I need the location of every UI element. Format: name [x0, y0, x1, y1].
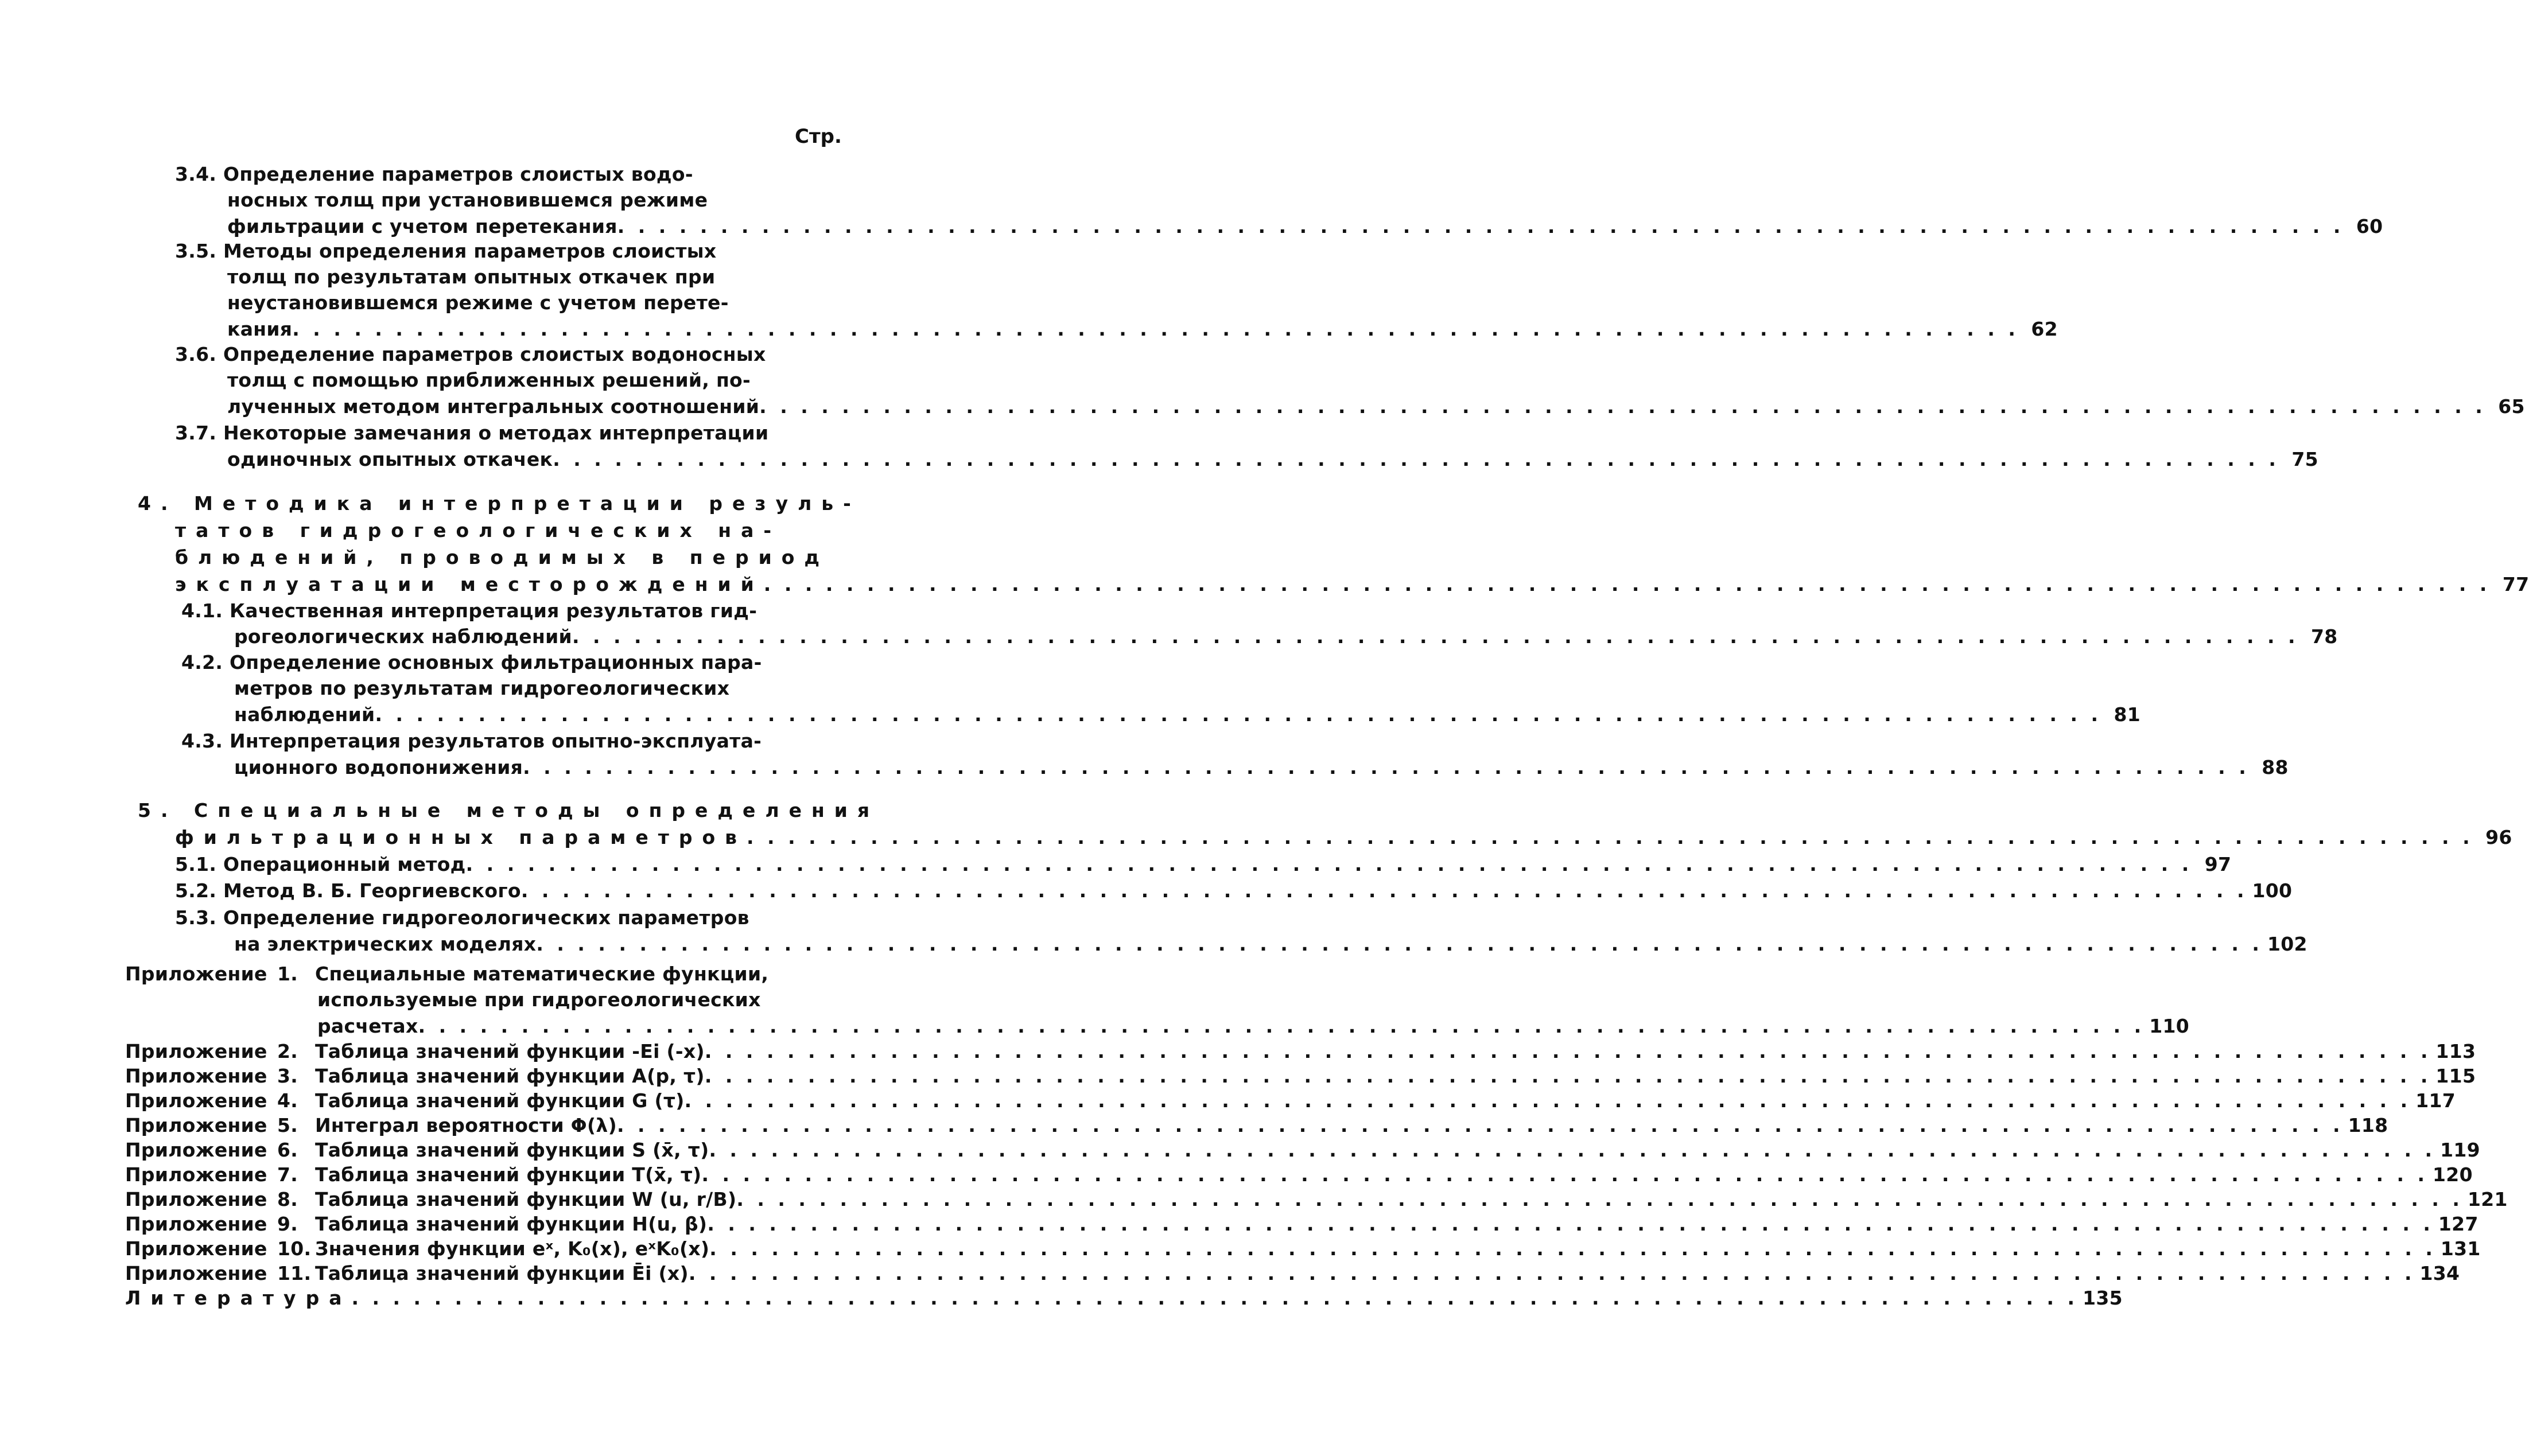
toc-entry-4-1-line1 — [181, 599, 757, 622]
entry-text: Определение параметров слоистых водо- — [223, 163, 693, 185]
page-number: 110 — [2149, 1015, 2189, 1037]
entry-text: Специальные методы определения — [194, 799, 880, 822]
toc-entry-4-2-line1 — [181, 651, 762, 674]
dot-leader — [701, 1162, 2428, 1188]
toc-entry-4-3-line2 — [234, 754, 2289, 780]
page-number: 96 — [2485, 826, 2512, 848]
toc-entry-3-4-line3 — [227, 213, 2383, 239]
appendix-word: Приложение — [125, 1213, 267, 1235]
toc-appendix-2 — [125, 1038, 2476, 1064]
toc-chapter-5-line1 — [138, 799, 879, 822]
dot-leader — [759, 394, 2486, 419]
appendix-word: Приложение — [125, 1114, 267, 1136]
entry-text: Интеграл вероятности Φ(λ) — [315, 1114, 617, 1136]
page-number: 97 — [2204, 853, 2232, 875]
entry-number: 4.1. — [181, 599, 223, 622]
page-number: 77 — [2502, 573, 2529, 595]
entry-text: одиночных опытных откачек — [227, 448, 553, 470]
entry-number: 3.4. — [175, 163, 217, 185]
page-number: 120 — [2433, 1163, 2473, 1186]
entry-text: лученных методом интегральных соотношений — [227, 395, 760, 418]
toc-entry-3-4-line1 — [175, 163, 693, 186]
entry-text: фильтрационных параметров — [175, 826, 747, 848]
appendix-number: 1. — [277, 963, 298, 985]
toc-appendix-1-line2: используемые при гидрогеологических — [317, 988, 761, 1011]
toc-entry-3-6-line1 — [175, 343, 766, 366]
entry-text: Литература — [125, 1287, 352, 1309]
page-number: 113 — [2435, 1040, 2476, 1062]
entry-number: 5. — [138, 799, 178, 822]
appendix-number: 5. — [277, 1114, 298, 1136]
entry-text: Таблица значений функции H(u, β) — [315, 1213, 708, 1235]
dot-leader — [747, 824, 2473, 850]
toc-appendix-1-line1 — [125, 963, 768, 986]
entry-text: эксплуатации месторождений — [175, 573, 764, 595]
toc-entry-3-6-line2: толщ с помощью приближенных решений, по- — [227, 369, 751, 391]
appendix-number: 3. — [277, 1065, 298, 1087]
dot-leader — [375, 702, 2101, 727]
entry-number: 5.3. — [175, 906, 217, 929]
toc-appendix-10 — [125, 1236, 2481, 1262]
toc-chapter-5-line2 — [175, 824, 2512, 850]
entry-number: 4.3. — [181, 730, 223, 752]
toc-appendix-7 — [125, 1162, 2473, 1188]
toc-appendix-5 — [125, 1112, 2388, 1138]
toc-entry-3-5-line4 — [227, 316, 2058, 342]
dot-leader — [292, 316, 2019, 342]
appendix-word: Приложение — [125, 963, 267, 985]
entry-text: Таблица значений функции -Ei (-x) — [315, 1040, 705, 1062]
entry-number: 3.5. — [175, 240, 217, 262]
entry-text: Методы определения параметров слоистых — [223, 240, 717, 262]
appendix-number: 8. — [277, 1188, 298, 1210]
page-number: 102 — [2267, 933, 2307, 955]
toc-chapter-4-line2: татов гидрогеологических на- — [175, 519, 782, 542]
dot-leader — [553, 446, 2279, 472]
page-number: 134 — [2419, 1262, 2460, 1284]
entry-text: Специальные математические функции, — [315, 963, 769, 985]
entry-number: 3.7. — [175, 422, 217, 444]
page-number: 65 — [2498, 395, 2525, 418]
entry-text: Таблица значений функции G (τ) — [315, 1089, 685, 1112]
toc-entry-3-5-line1 — [175, 240, 717, 263]
toc-entry-3-5-line3: неустановившемся режиме с учетом перете- — [227, 291, 729, 314]
entry-text: наблюдений — [234, 703, 375, 726]
page-number: 78 — [2311, 625, 2338, 648]
dot-leader — [764, 571, 2491, 597]
toc-appendix-9 — [125, 1211, 2479, 1237]
dot-leader — [536, 931, 2263, 957]
appendix-number: 7. — [277, 1163, 298, 1186]
dot-leader — [709, 1236, 2436, 1262]
page-number: 60 — [2356, 215, 2383, 238]
page-number: 131 — [2440, 1237, 2481, 1260]
dot-leader — [466, 851, 2193, 877]
entry-text: Таблица значений функции T(x̄, τ) — [315, 1163, 702, 1186]
toc-appendix-3 — [125, 1063, 2476, 1089]
page-number: 119 — [2440, 1139, 2480, 1161]
entry-text: на электрических моделях — [234, 933, 537, 955]
page-number: 118 — [2348, 1114, 2388, 1136]
entry-number: 5.2. — [175, 879, 217, 902]
dot-leader — [705, 1038, 2431, 1064]
appendix-number: 2. — [277, 1040, 298, 1062]
toc-entry-5-2 — [175, 878, 2293, 904]
entry-text: Значения функции eˣ, K₀(x), eˣK₀(x) — [315, 1237, 710, 1260]
page-column-label: Стр. — [795, 125, 842, 148]
page-number: 117 — [2415, 1089, 2456, 1112]
dot-leader — [617, 1112, 2344, 1138]
appendix-number: 4. — [277, 1089, 298, 1112]
entry-text: расчетах — [317, 1015, 418, 1037]
page-number: 121 — [2467, 1188, 2508, 1210]
toc-entry-4-1-line2 — [234, 624, 2338, 649]
entry-text: рогеологических наблюдений — [234, 625, 572, 648]
entry-text: Операционный метод — [223, 853, 466, 875]
entry-text: кания — [227, 318, 293, 340]
toc-chapter-4-line4 — [175, 571, 2529, 597]
toc-chapter-4-line1 — [138, 492, 861, 515]
entry-text: Определение основных фильтрационных пара- — [230, 651, 762, 674]
page-number: 75 — [2291, 448, 2318, 470]
toc-appendix-4 — [125, 1088, 2456, 1114]
appendix-word: Приложение — [125, 1163, 267, 1186]
entry-number: 4. — [138, 492, 178, 515]
appendix-number: 10. — [277, 1237, 312, 1260]
dot-leader — [572, 624, 2299, 649]
entry-text: Методика интерпретации резуль- — [194, 492, 861, 515]
toc-entry-5-3-line2 — [234, 931, 2307, 957]
entry-text: Таблица значений функции S (x̄, τ) — [315, 1139, 709, 1161]
appendix-number: 11. — [277, 1262, 312, 1284]
toc-entry-5-1 — [175, 851, 2232, 877]
entry-text: фильтрации с учетом перетекания — [227, 215, 617, 238]
toc-entry-3-7-line1 — [175, 422, 768, 445]
toc-entry-4-2-line3 — [234, 702, 2141, 727]
appendix-word: Приложение — [125, 1089, 267, 1112]
appendix-word: Приложение — [125, 1139, 267, 1161]
dot-leader — [617, 213, 2344, 239]
dot-leader — [523, 754, 2250, 780]
dot-leader — [736, 1186, 2463, 1212]
page-number: 115 — [2435, 1065, 2476, 1087]
toc-entry-3-6-line3 — [227, 394, 2525, 419]
toc-appendix-6 — [125, 1137, 2480, 1163]
entry-text: Интерпретация результатов опытно-эксплуата- — [230, 730, 762, 752]
toc-appendix-1-line3 — [317, 1013, 2189, 1039]
entry-text: Определение параметров слоистых водоносных — [223, 343, 766, 365]
entry-number: 3.6. — [175, 343, 217, 365]
entry-text: Таблица значений функции W (u, r/B) — [315, 1188, 737, 1210]
appendix-word: Приложение — [125, 1237, 267, 1260]
page-number: 88 — [2262, 756, 2289, 778]
page-number: 100 — [2252, 879, 2293, 902]
toc-entry-3-7-line2 — [227, 446, 2318, 472]
page-number: 135 — [2083, 1287, 2123, 1309]
toc-appendix-8 — [125, 1186, 2508, 1212]
entry-number: 4.2. — [181, 651, 223, 674]
page-number: 127 — [2438, 1213, 2479, 1235]
toc-entry-4-2-line2: метров по результатам гидрогеологических — [234, 677, 730, 699]
entry-number: 5.1. — [175, 853, 217, 875]
toc-entry-3-4-line2: носных толщ при установившемся режиме — [227, 189, 708, 211]
entry-text: Качественная интерпретация результатов гид- — [230, 599, 757, 622]
entry-text: Метод В. Б. Георгиевского — [223, 879, 521, 902]
page-number: 81 — [2114, 703, 2141, 726]
appendix-word: Приложение — [125, 1262, 267, 1284]
toc-chapter-4-line3: блюдений, проводимых в период — [175, 546, 830, 569]
appendix-word: Приложение — [125, 1040, 267, 1062]
toc-entry-4-3-line1 — [181, 730, 762, 753]
appendix-word: Приложение — [125, 1188, 267, 1210]
toc-entry-5-3-line1 — [175, 906, 749, 929]
dot-leader — [685, 1088, 2411, 1114]
dot-leader — [705, 1063, 2431, 1089]
appendix-number: 9. — [277, 1213, 298, 1235]
dot-leader — [689, 1260, 2415, 1286]
appendix-word: Приложение — [125, 1065, 267, 1087]
toc-literature — [125, 1285, 2123, 1311]
entry-text: ционного водопонижения — [234, 756, 523, 778]
toc-entry-3-5-line2: толщ по результатам опытных откачек при — [227, 266, 716, 288]
toc-appendix-11 — [125, 1260, 2460, 1286]
dot-leader — [709, 1137, 2435, 1163]
page-number: 62 — [2031, 318, 2058, 340]
dot-leader — [351, 1285, 2078, 1311]
dot-leader — [418, 1013, 2145, 1039]
entry-text: Определение гидрогеологических параметров — [223, 906, 749, 929]
appendix-number: 6. — [277, 1139, 298, 1161]
entry-text: Таблица значений функции A(p, τ) — [315, 1065, 705, 1087]
dot-leader — [521, 878, 2248, 904]
entry-text: Таблица значений функции Ēi (x) — [315, 1262, 689, 1284]
entry-text: Некоторые замечания о методах интерпретации — [223, 422, 769, 444]
dot-leader — [707, 1211, 2434, 1237]
